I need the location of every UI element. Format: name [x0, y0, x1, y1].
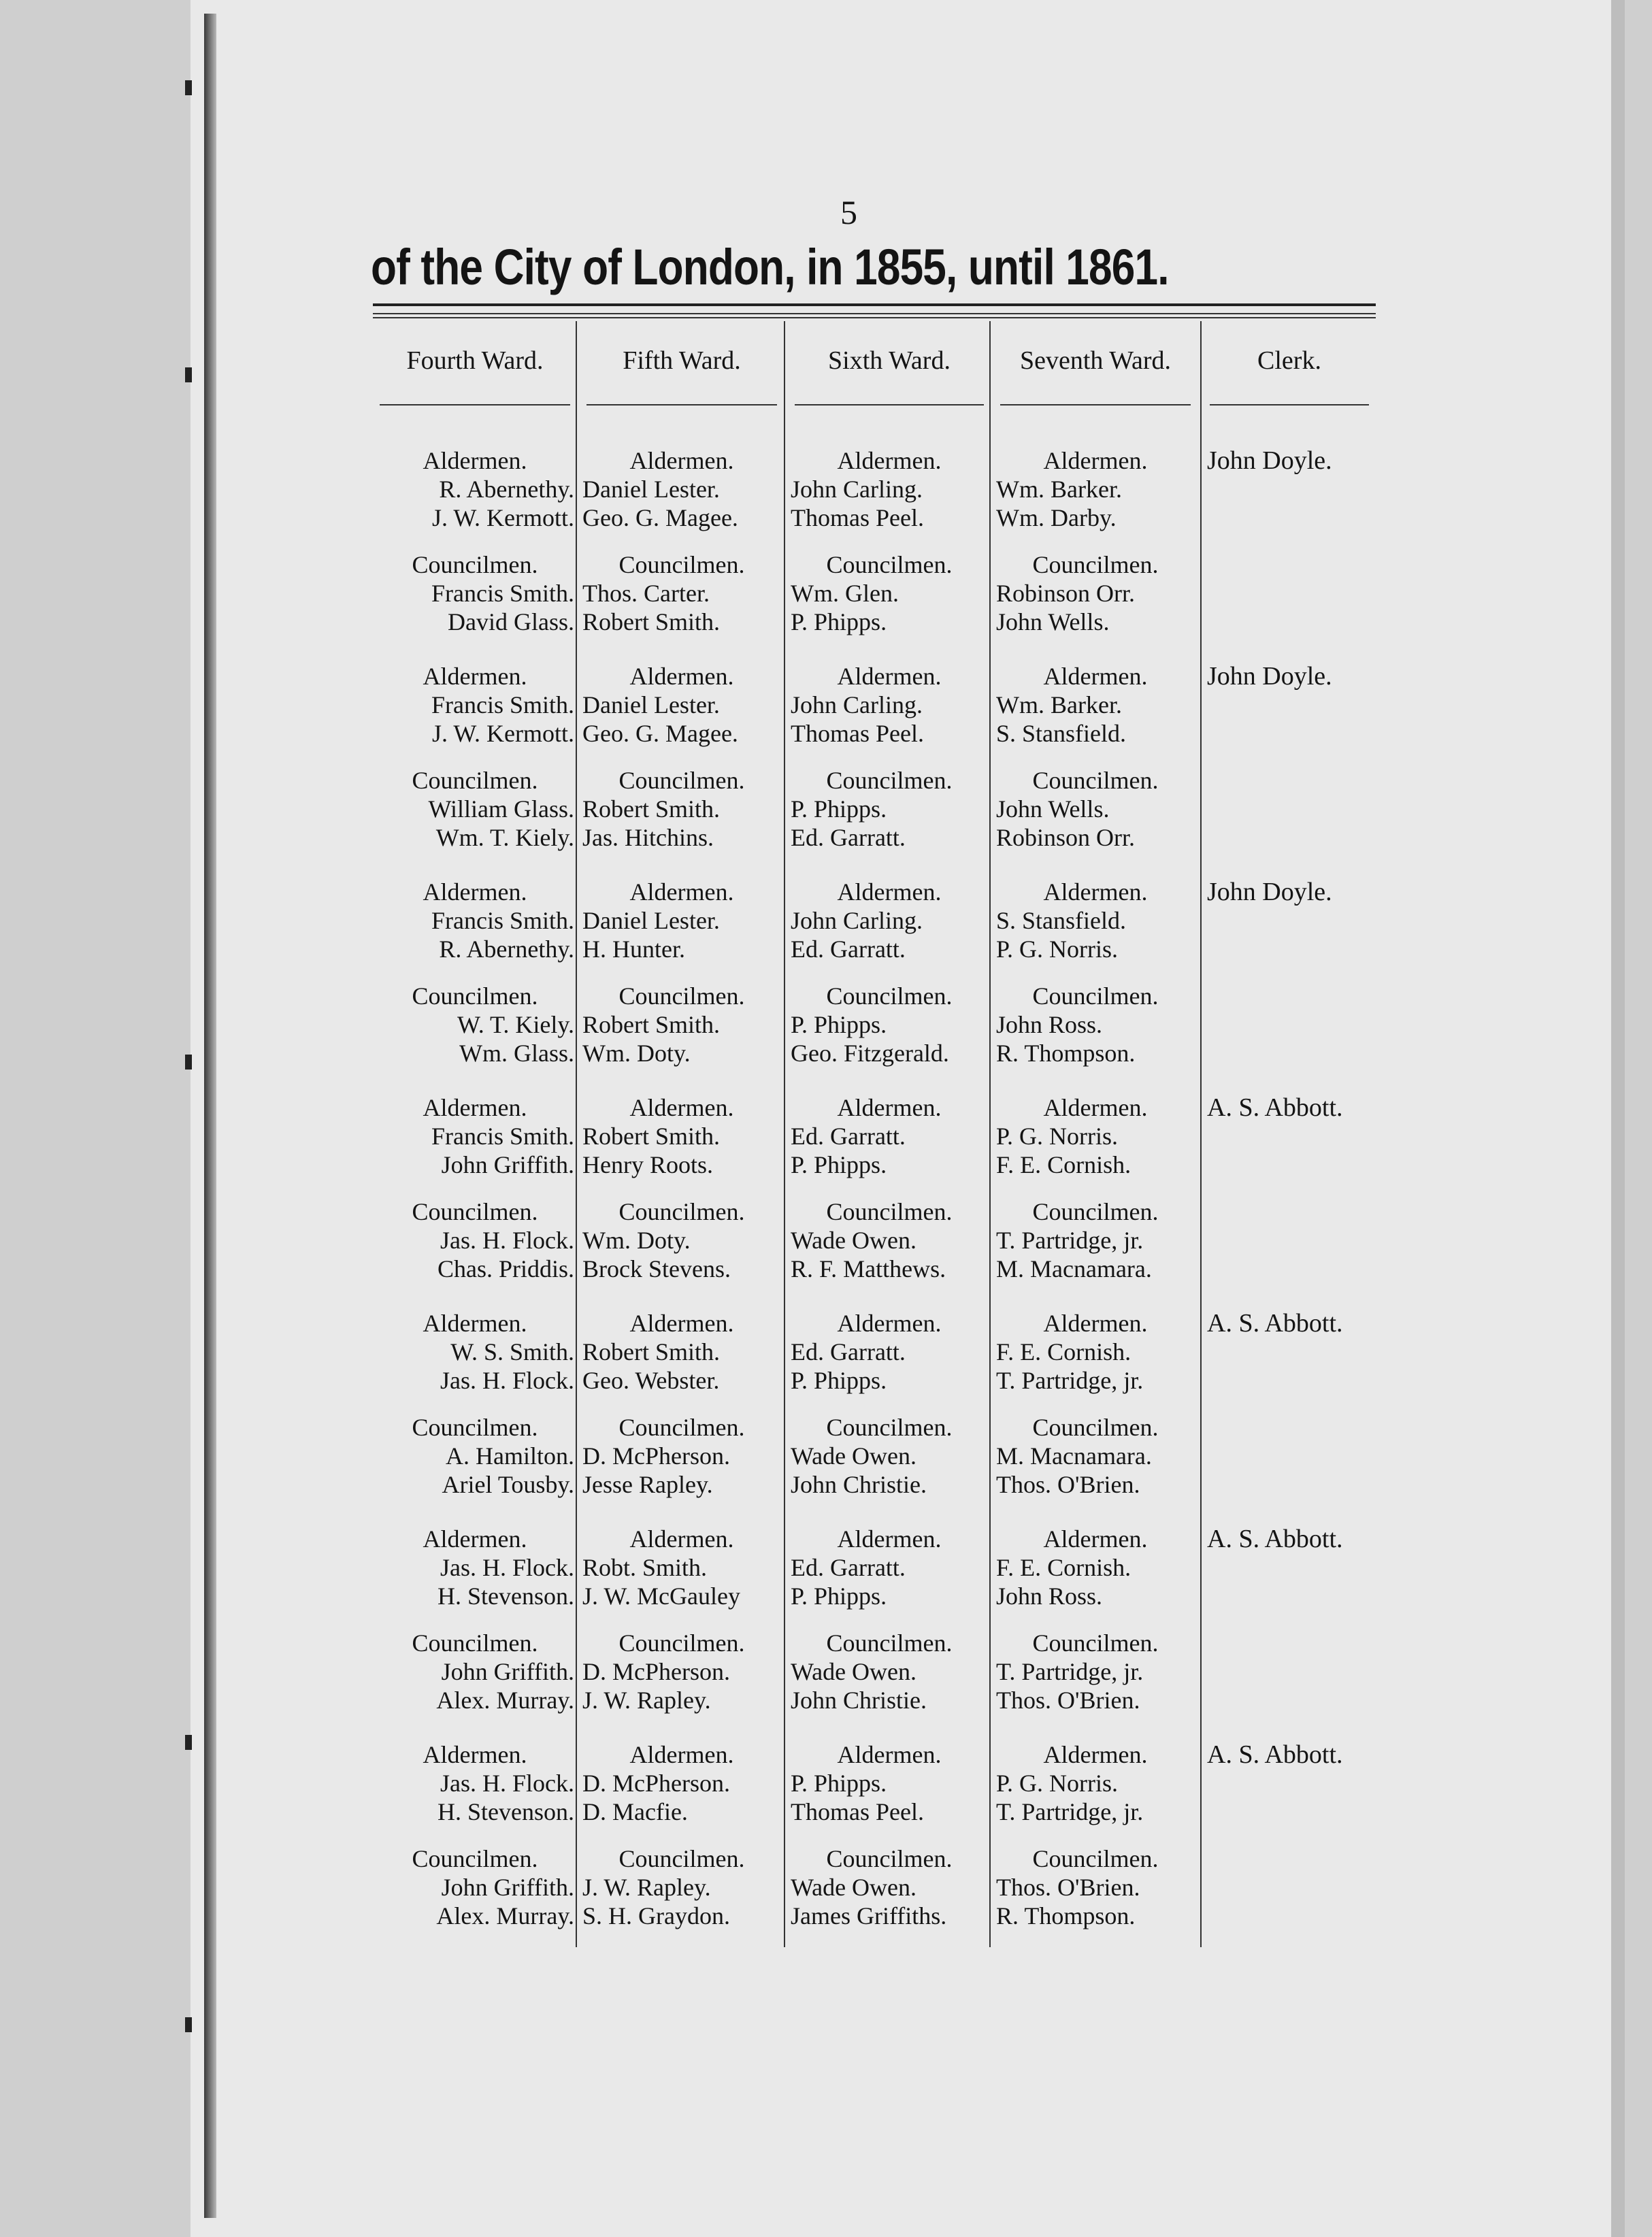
- member-name: R. Abernethy.: [439, 935, 574, 963]
- aldermen-heading: Aldermen.: [837, 1741, 942, 1768]
- clerk-name: John Doyle.: [1207, 878, 1332, 906]
- column-header-rule: [587, 404, 777, 405]
- member-name: A. Hamilton.: [446, 1442, 574, 1470]
- councilmen-heading: Councilmen.: [1032, 1198, 1159, 1225]
- member-name: Robert Smith.: [582, 608, 721, 635]
- column-header: Fifth Ward.: [623, 346, 741, 375]
- member-name: James Griffiths.: [791, 1902, 947, 1929]
- member-name: John Carling.: [791, 907, 923, 934]
- councilmen-entry: [582, 1629, 781, 1714]
- aldermen-entry: [376, 1309, 574, 1395]
- member-name: Wm. T. Kiely.: [435, 824, 574, 851]
- aldermen-heading: Aldermen.: [629, 1310, 734, 1337]
- aldermen-entry: [582, 1309, 781, 1395]
- councilmen-heading: Councilmen.: [1032, 982, 1159, 1010]
- member-name: Wade Owen.: [791, 1227, 917, 1254]
- member-name: Francis Smith.: [431, 580, 574, 607]
- councilmen-entry: [582, 550, 781, 636]
- aldermen-entry: [582, 1525, 781, 1610]
- binding-mark: [185, 2017, 192, 2032]
- aldermen-entry: [996, 662, 1195, 748]
- member-name: John Griffith.: [441, 1874, 574, 1901]
- aldermen-heading: Aldermen.: [837, 1525, 942, 1553]
- member-name: J. W. Kermott.: [431, 504, 574, 531]
- aldermen-heading: Aldermen.: [629, 447, 734, 474]
- aldermen-heading: Aldermen.: [423, 1310, 527, 1337]
- page-edge: [1611, 0, 1625, 2237]
- aldermen-heading: Aldermen.: [423, 447, 527, 474]
- aldermen-entry: [791, 1093, 988, 1179]
- councilmen-entry: [791, 1629, 988, 1714]
- member-name: J. W. Rapley.: [582, 1687, 711, 1714]
- member-name: D. Macfie.: [582, 1798, 688, 1825]
- column-divider: [989, 321, 991, 1947]
- member-name: Francis Smith.: [431, 691, 574, 718]
- aldermen-heading: Aldermen.: [629, 878, 734, 906]
- councilmen-heading: Councilmen.: [826, 551, 953, 578]
- member-name: M. Macnamara.: [996, 1255, 1152, 1282]
- councilmen-heading: Councilmen.: [1032, 1414, 1159, 1441]
- member-name: H. Hunter.: [582, 935, 685, 963]
- councilmen-heading: Councilmen.: [618, 1629, 745, 1657]
- councilmen-entry: [376, 1629, 574, 1714]
- aldermen-entry: [996, 1740, 1195, 1826]
- member-name: Geo. G. Magee.: [582, 720, 738, 747]
- aldermen-heading: Aldermen.: [423, 1741, 527, 1768]
- member-name: Chas. Priddis.: [437, 1255, 574, 1282]
- member-name: H. Stevenson.: [437, 1798, 574, 1825]
- column-header: Seventh Ward.: [1019, 346, 1172, 375]
- councilmen-entry: [996, 1629, 1195, 1714]
- clerk-name: A. S. Abbott.: [1207, 1740, 1343, 1769]
- aldermen-entry: [791, 878, 988, 963]
- binding-mark: [185, 367, 192, 382]
- member-name: J. W. Rapley.: [582, 1874, 711, 1901]
- binding-mark: [185, 80, 192, 95]
- member-name: Wm. Glen.: [791, 580, 899, 607]
- aldermen-entry: [376, 662, 574, 748]
- member-name: Daniel Lester.: [582, 476, 720, 503]
- councilmen-heading: Councilmen.: [826, 1414, 953, 1441]
- column-divider: [784, 321, 785, 1947]
- member-name: W. S. Smith.: [450, 1338, 574, 1365]
- column-header: Fourth Ward.: [406, 346, 544, 375]
- member-name: H. Stevenson.: [437, 1583, 574, 1610]
- member-name: Jas. H. Flock.: [440, 1367, 574, 1394]
- councilmen-heading: Councilmen.: [412, 767, 538, 794]
- member-name: P. Phipps.: [791, 1151, 887, 1178]
- member-name: Jas. H. Flock.: [440, 1554, 574, 1581]
- councilmen-entry: [996, 1844, 1195, 1930]
- member-name: Thos. O'Brien.: [996, 1471, 1140, 1498]
- member-name: Thos. O'Brien.: [996, 1874, 1140, 1901]
- member-name: F. E. Cornish.: [996, 1151, 1131, 1178]
- member-name: F. E. Cornish.: [996, 1554, 1131, 1581]
- page-number: 5: [840, 193, 857, 231]
- aldermen-heading: Aldermen.: [1043, 1525, 1148, 1553]
- member-name: T. Partridge, jr.: [996, 1367, 1144, 1394]
- member-name: Robert Smith.: [582, 1338, 721, 1365]
- aldermen-entry: [582, 446, 781, 532]
- councilmen-entry: [376, 766, 574, 852]
- member-name: P. G. Norris.: [996, 1123, 1119, 1150]
- aldermen-entry: [996, 878, 1195, 963]
- member-name: P. G. Norris.: [996, 935, 1119, 963]
- councilmen-entry: [996, 982, 1195, 1067]
- member-name: Jas. Hitchins.: [582, 824, 714, 851]
- member-name: T. Partridge, jr.: [996, 1227, 1144, 1254]
- councilmen-heading: Councilmen.: [618, 1845, 745, 1872]
- member-name: Jas. H. Flock.: [440, 1227, 574, 1254]
- member-name: W. T. Kiely.: [457, 1011, 574, 1038]
- councilmen-heading: Councilmen.: [826, 767, 953, 794]
- member-name: Jas. H. Flock.: [440, 1770, 574, 1797]
- member-name: Ariel Tousby.: [442, 1471, 574, 1498]
- aldermen-heading: Aldermen.: [1043, 1310, 1148, 1337]
- member-name: P. Phipps.: [791, 1011, 887, 1038]
- councilmen-entry: [996, 1413, 1195, 1499]
- councilmen-entry: [376, 550, 574, 636]
- councilmen-heading: Councilmen.: [826, 982, 953, 1010]
- member-name: John Griffith.: [441, 1658, 574, 1685]
- member-name: R. Thompson.: [996, 1902, 1136, 1929]
- councilmen-heading: Councilmen.: [618, 1414, 745, 1441]
- member-name: Ed. Garratt.: [791, 1123, 906, 1150]
- binding-spine: [204, 14, 216, 2218]
- member-name: Robert Smith.: [582, 795, 721, 823]
- aldermen-entry: [996, 446, 1195, 532]
- aldermen-entry: [791, 446, 988, 532]
- member-name: P. Phipps.: [791, 1367, 887, 1394]
- aldermen-entry: [582, 1093, 781, 1179]
- aldermen-entry: [376, 1525, 574, 1610]
- member-name: Geo. Fitzgerald.: [791, 1040, 949, 1067]
- member-name: P. Phipps.: [791, 795, 887, 823]
- member-name: R. F. Matthews.: [791, 1255, 946, 1282]
- member-name: Wm. Glass.: [459, 1040, 574, 1067]
- member-name: John Christie.: [791, 1471, 927, 1498]
- councilmen-heading: Councilmen.: [412, 1414, 538, 1441]
- aldermen-heading: Aldermen.: [423, 1094, 527, 1121]
- aldermen-entry: [996, 1525, 1195, 1610]
- member-name: Alex. Murray.: [436, 1902, 574, 1929]
- member-name: Wade Owen.: [791, 1874, 917, 1901]
- member-name: John Carling.: [791, 691, 923, 718]
- aldermen-heading: Aldermen.: [837, 1310, 942, 1337]
- councilmen-heading: Councilmen.: [1032, 1845, 1159, 1872]
- member-name: R. Thompson.: [996, 1040, 1136, 1067]
- aldermen-heading: Aldermen.: [423, 663, 527, 690]
- aldermen-heading: Aldermen.: [629, 1525, 734, 1553]
- member-name: Geo. Webster.: [582, 1367, 720, 1394]
- councilmen-entry: [582, 982, 781, 1067]
- member-name: Thomas Peel.: [791, 720, 924, 747]
- title-rule: [373, 317, 1376, 318]
- councilmen-entry: [582, 1413, 781, 1499]
- councilmen-entry: [791, 1413, 988, 1499]
- councilmen-heading: Councilmen.: [1032, 767, 1159, 794]
- councilmen-heading: Councilmen.: [1032, 1629, 1159, 1657]
- aldermen-entry: [996, 1093, 1195, 1179]
- aldermen-heading: Aldermen.: [629, 663, 734, 690]
- clerk-name: John Doyle.: [1207, 662, 1332, 691]
- member-name: S. Stansfield.: [996, 907, 1127, 934]
- member-name: Francis Smith.: [431, 907, 574, 934]
- aldermen-heading: Aldermen.: [837, 663, 942, 690]
- councilmen-heading: Councilmen.: [412, 1198, 538, 1225]
- councilmen-heading: Councilmen.: [1032, 551, 1159, 578]
- aldermen-entry: [791, 662, 988, 748]
- councilmen-heading: Councilmen.: [412, 982, 538, 1010]
- member-name: Robinson Orr.: [996, 580, 1136, 607]
- aldermen-entry: [791, 1525, 988, 1610]
- councilmen-heading: Councilmen.: [826, 1198, 953, 1225]
- member-name: J. W. Kermott.: [431, 720, 574, 747]
- member-name: Alex. Murray.: [436, 1687, 574, 1714]
- page-title: of the City of London, in 1855, until 1861.: [371, 239, 1169, 295]
- member-name: Ed. Garratt.: [791, 824, 906, 851]
- member-name: Wm. Darby.: [996, 504, 1117, 531]
- aldermen-entry: [376, 1740, 574, 1826]
- councilmen-entry: [582, 1197, 781, 1283]
- member-name: Daniel Lester.: [582, 691, 720, 718]
- member-name: P. Phipps.: [791, 608, 887, 635]
- member-name: D. McPherson.: [582, 1658, 730, 1685]
- member-name: Robinson Orr.: [996, 824, 1136, 851]
- aldermen-entry: [791, 1309, 988, 1395]
- member-name: P. Phipps.: [791, 1583, 887, 1610]
- member-name: S. H. Graydon.: [582, 1902, 730, 1929]
- councilmen-heading: Councilmen.: [826, 1845, 953, 1872]
- councilmen-entry: [791, 1197, 988, 1283]
- column-divider: [1200, 321, 1202, 1947]
- member-name: Francis Smith.: [431, 1123, 574, 1150]
- councilmen-heading: Councilmen.: [618, 1198, 745, 1225]
- binding-mark: [185, 1735, 192, 1750]
- clerk-name: A. S. Abbott.: [1207, 1309, 1343, 1338]
- aldermen-heading: Aldermen.: [1043, 1094, 1148, 1121]
- councilmen-entry: [996, 766, 1195, 852]
- aldermen-heading: Aldermen.: [423, 878, 527, 906]
- member-name: William Glass.: [428, 795, 574, 823]
- member-name: John Ross.: [996, 1011, 1103, 1038]
- councilmen-entry: [791, 766, 988, 852]
- councilmen-heading: Councilmen.: [412, 1629, 538, 1657]
- councilmen-entry: [376, 1844, 574, 1930]
- member-name: T. Partridge, jr.: [996, 1658, 1144, 1685]
- member-name: Wade Owen.: [791, 1442, 917, 1470]
- member-name: John Griffith.: [441, 1151, 574, 1178]
- councilmen-entry: [376, 982, 574, 1067]
- councilmen-entry: [996, 550, 1195, 636]
- aldermen-heading: Aldermen.: [629, 1094, 734, 1121]
- councilmen-heading: Councilmen.: [618, 982, 745, 1010]
- aldermen-entry: [376, 1093, 574, 1179]
- member-name: Henry Roots.: [582, 1151, 713, 1178]
- member-name: M. Macnamara.: [996, 1442, 1152, 1470]
- aldermen-entry: [582, 662, 781, 748]
- aldermen-heading: Aldermen.: [837, 447, 942, 474]
- member-name: Thos. Carter.: [582, 580, 710, 607]
- councilmen-heading: Councilmen.: [412, 1845, 538, 1872]
- title-rule: [373, 313, 1376, 314]
- member-name: Thomas Peel.: [791, 1798, 924, 1825]
- title-rule: [373, 303, 1376, 306]
- member-name: Ed. Garratt.: [791, 935, 906, 963]
- aldermen-heading: Aldermen.: [1043, 1741, 1148, 1768]
- councilmen-heading: Councilmen.: [826, 1629, 953, 1657]
- member-name: Ed. Garratt.: [791, 1554, 906, 1581]
- aldermen-entry: [582, 1740, 781, 1826]
- column-header-rule: [795, 404, 984, 405]
- member-name: S. Stansfield.: [996, 720, 1127, 747]
- councilmen-entry: [791, 982, 988, 1067]
- councilmen-entry: [582, 1844, 781, 1930]
- member-name: John Carling.: [791, 476, 923, 503]
- column-header-rule: [1000, 404, 1191, 405]
- member-name: Robt. Smith.: [582, 1554, 708, 1581]
- councilmen-entry: [582, 766, 781, 852]
- member-name: D. McPherson.: [582, 1442, 730, 1470]
- member-name: Robert Smith.: [582, 1123, 721, 1150]
- aldermen-entry: [582, 878, 781, 963]
- member-name: Thos. O'Brien.: [996, 1687, 1140, 1714]
- member-name: Jesse Rapley.: [582, 1471, 713, 1498]
- column-header: Sixth Ward.: [828, 346, 951, 375]
- member-name: Thomas Peel.: [791, 504, 924, 531]
- column-header: Clerk.: [1257, 346, 1321, 375]
- member-name: J. W. McGauley: [582, 1583, 740, 1610]
- member-name: John Wells.: [996, 608, 1110, 635]
- member-name: Robert Smith.: [582, 1011, 721, 1038]
- member-name: John Ross.: [996, 1583, 1103, 1610]
- councilmen-entry: [376, 1413, 574, 1499]
- member-name: John Wells.: [996, 795, 1110, 823]
- aldermen-heading: Aldermen.: [837, 1094, 942, 1121]
- member-name: Wm. Doty.: [582, 1040, 691, 1067]
- clerk-name: John Doyle.: [1207, 446, 1332, 475]
- aldermen-entry: [791, 1740, 988, 1826]
- member-name: Daniel Lester.: [582, 907, 720, 934]
- councilmen-heading: Councilmen.: [412, 551, 538, 578]
- aldermen-heading: Aldermen.: [1043, 663, 1148, 690]
- member-name: P. Phipps.: [791, 1770, 887, 1797]
- member-name: John Christie.: [791, 1687, 927, 1714]
- councilmen-entry: [791, 550, 988, 636]
- binding-mark: [185, 1055, 192, 1070]
- column-divider: [576, 321, 577, 1947]
- councilmen-entry: [791, 1844, 988, 1930]
- aldermen-heading: Aldermen.: [1043, 447, 1148, 474]
- member-name: Wm. Barker.: [996, 476, 1122, 503]
- aldermen-heading: Aldermen.: [629, 1741, 734, 1768]
- member-name: P. G. Norris.: [996, 1770, 1119, 1797]
- clerk-name: A. S. Abbott.: [1207, 1093, 1343, 1122]
- aldermen-entry: [376, 878, 574, 963]
- member-name: Wm. Barker.: [996, 691, 1122, 718]
- aldermen-heading: Aldermen.: [1043, 878, 1148, 906]
- member-name: R. Abernethy.: [439, 476, 574, 503]
- column-header-rule: [380, 404, 570, 405]
- councilmen-heading: Councilmen.: [618, 551, 745, 578]
- member-name: Brock Stevens.: [582, 1255, 731, 1282]
- councilmen-heading: Councilmen.: [618, 767, 745, 794]
- aldermen-entry: [996, 1309, 1195, 1395]
- member-name: Wm. Doty.: [582, 1227, 691, 1254]
- column-header-rule: [1210, 404, 1369, 405]
- councilmen-entry: [996, 1197, 1195, 1283]
- aldermen-entry: [376, 446, 574, 532]
- member-name: T. Partridge, jr.: [996, 1798, 1144, 1825]
- member-name: David Glass.: [448, 608, 574, 635]
- aldermen-heading: Aldermen.: [423, 1525, 527, 1553]
- member-name: Geo. G. Magee.: [582, 504, 738, 531]
- member-name: D. McPherson.: [582, 1770, 730, 1797]
- member-name: F. E. Cornish.: [996, 1338, 1131, 1365]
- member-name: Wade Owen.: [791, 1658, 917, 1685]
- clerk-name: A. S. Abbott.: [1207, 1525, 1343, 1553]
- aldermen-heading: Aldermen.: [837, 878, 942, 906]
- councilmen-entry: [376, 1197, 574, 1283]
- member-name: Ed. Garratt.: [791, 1338, 906, 1365]
